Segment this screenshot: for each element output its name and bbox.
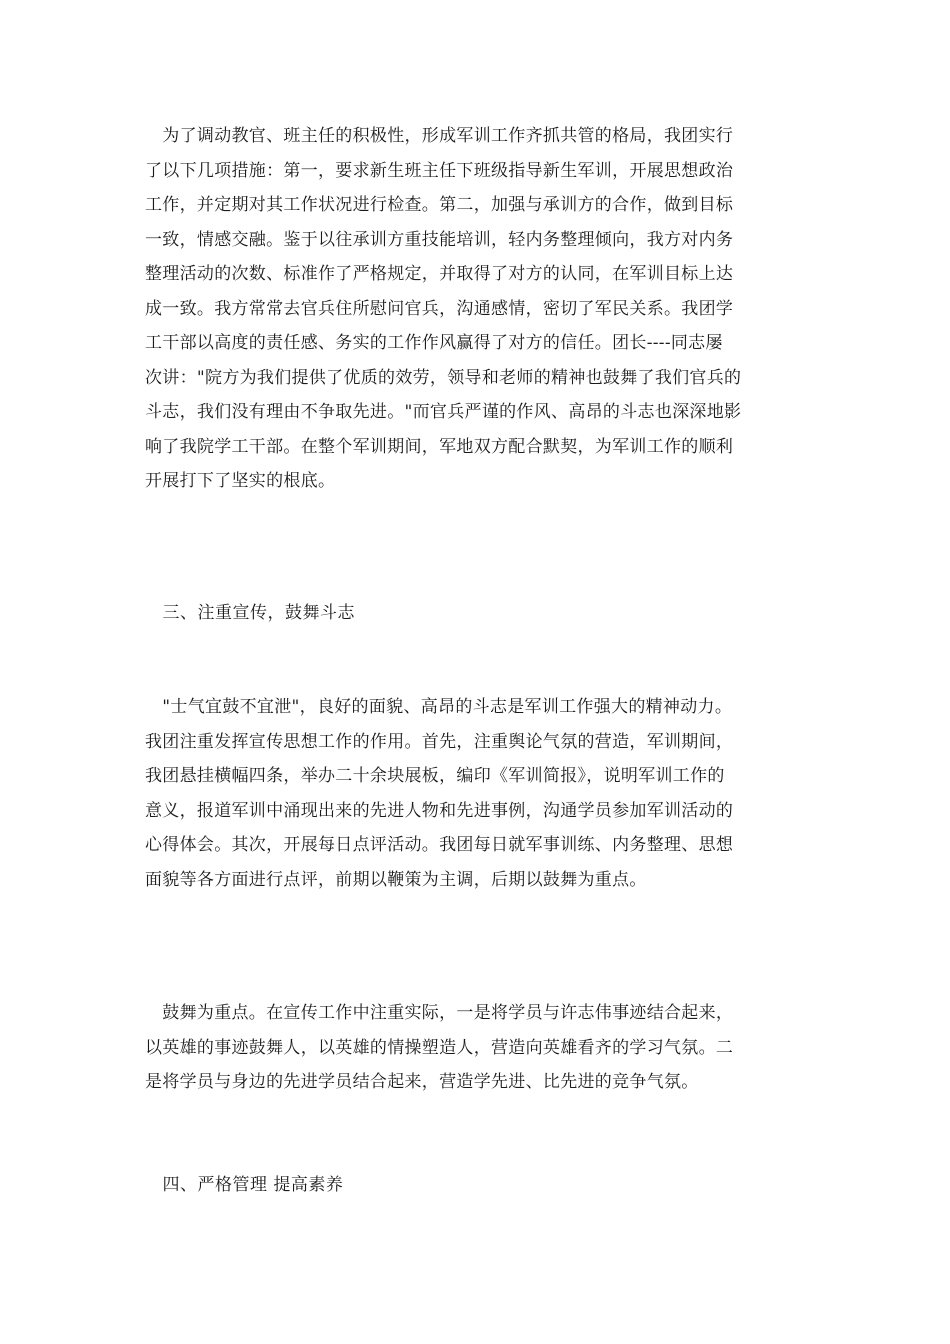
- text-line: 意义，报道军训中涌现出来的先进人物和先进事例，沟通学员参加军训活动的: [145, 800, 734, 821]
- text-line: 一致，情感交融。鉴于以往承训方重技能培训，轻内务整理倾向，我方对内务: [145, 229, 734, 250]
- text-line: 了以下几项措施：第一，要求新生班主任下班级指导新生军训，开展思想政治: [145, 160, 734, 181]
- text-line: 响了我院学工干部。在整个军训期间，军地双方配合默契，为军训工作的顺利: [145, 436, 734, 457]
- text-line: 成一致。我方常常去官兵住所慰问官兵，沟通感情，密切了军民关系。我团学: [145, 298, 734, 319]
- paragraph-encouragement: [145, 996, 810, 1100]
- text-line: 工作，并定期对其工作状况进行检查。第二，加强与承训方的合作，做到目标: [145, 195, 734, 215]
- text-line: 面貌等各方面进行点评，前期以鞭策为主调，后期以鼓舞为重点。: [145, 869, 647, 890]
- section-heading-3: [145, 596, 810, 631]
- heading-text: 四、严格管理 提高素养: [145, 1175, 344, 1195]
- text-line: 是将学员与身边的先进学员结合起来，营造学先进、比先进的竞争气氛。: [145, 1072, 699, 1092]
- text-line: 我团注重发挥宣传思想工作的作用。首先，注重舆论气氛的营造，军训期间，: [145, 731, 734, 752]
- paragraph-military-training-measures: [145, 119, 810, 499]
- paragraph-publicity: [145, 690, 810, 897]
- text-line: 工干部以高度的责任感、务实的工作作风赢得了对方的信任。团长----同志屡: [145, 333, 723, 353]
- text-line: "士气宜鼓不宜泄"，良好的面貌、高昂的斗志是军训工作强大的精神动力。: [145, 697, 733, 717]
- heading-text: 三、注重宣传，鼓舞斗志: [145, 603, 355, 623]
- section-heading-4: [145, 1168, 810, 1203]
- text-line: 整理活动的次数、标准作了严格规定，并取得了对方的认同，在军训目标上达: [145, 264, 734, 284]
- text-line: 我团悬挂横幅四条，举办二十余块展板，编印《军训简报》，说明军训工作的: [145, 766, 725, 786]
- text-line: 为了调动教官、班主任的积极性，形成军训工作齐抓共管的格局，我团实行: [145, 126, 734, 146]
- text-line: 以英雄的事迹鼓舞人，以英雄的情操塑造人，营造向英雄看齐的学习气氛。二: [145, 1037, 734, 1058]
- text-line: 斗志，我们没有理由不争取先进。"而官兵严谨的作风、高昂的斗志也深深地影: [145, 402, 742, 422]
- text-line: 开展打下了坚实的根底。: [145, 471, 336, 491]
- text-line: 鼓舞为重点。在宣传工作中注重实际，一是将学员与许志伟事迹结合起来，: [145, 1003, 734, 1023]
- text-line: 次讲："院方为我们提供了优质的效劳，领导和老师的精神也鼓舞了我们官兵的: [145, 367, 742, 388]
- text-line: 心得体会。其次，开展每日点评活动。我团每日就军事训练、内务整理、思想: [145, 835, 734, 855]
